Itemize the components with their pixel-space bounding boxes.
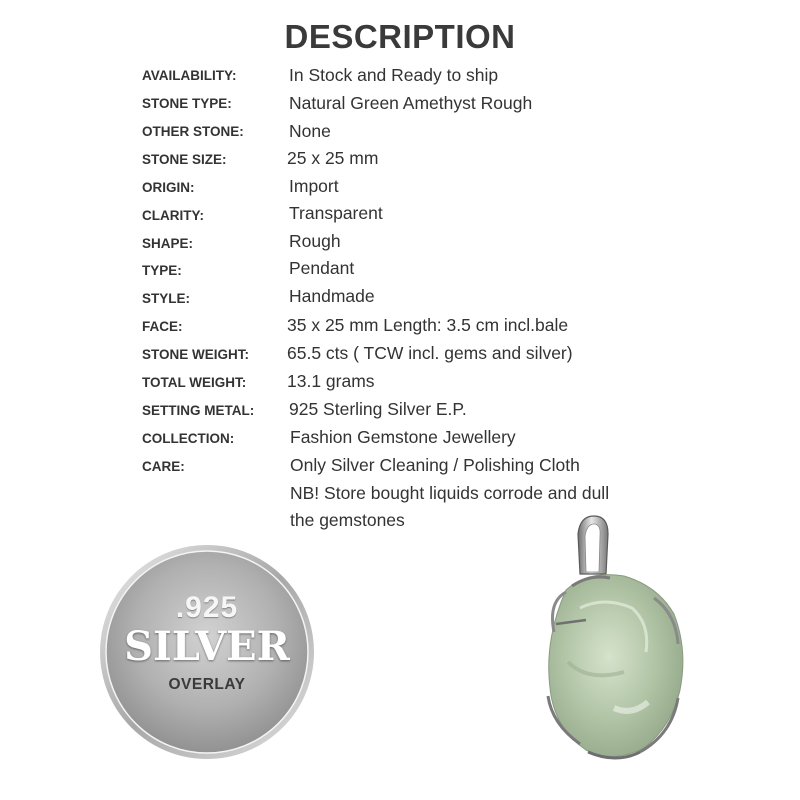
- spec-label-face: FACE:: [142, 319, 183, 334]
- spec-value-face: 35 x 25 mm Length: 3.5 cm incl.bale: [287, 315, 569, 335]
- badge-overlay-text: OVERLAY: [168, 676, 246, 693]
- spec-value-stone-weight: 65.5 cts ( TCW incl. gems and silver): [287, 343, 573, 363]
- spec-value-shape: Rough: [289, 231, 341, 251]
- badge-925-text: .925: [175, 591, 239, 624]
- spec-label-collection: COLLECTION:: [142, 431, 235, 446]
- spec-label-stone-type: STONE TYPE:: [142, 96, 232, 111]
- spec-value-setting-metal: 925 Sterling Silver E.P.: [289, 399, 467, 419]
- care-note-line-1: NB! Store bought liquids corrode and dull: [290, 483, 610, 503]
- spec-label-style: STYLE:: [142, 291, 191, 306]
- spec-label-total-weight: TOTAL WEIGHT:: [142, 375, 247, 390]
- green-amethyst-pendant-image: [528, 512, 718, 792]
- spec-value-availability: In Stock and Ready to ship: [289, 65, 499, 85]
- spec-label-other-stone: OTHER STONE:: [142, 124, 244, 139]
- spec-label-stone-size: STONE SIZE:: [142, 152, 227, 167]
- spec-value-care: Only Silver Cleaning / Polishing Cloth: [290, 455, 580, 475]
- spec-value-clarity: Transparent: [289, 203, 383, 223]
- spec-value-stone-type: Natural Green Amethyst Rough: [289, 93, 533, 113]
- spec-value-style: Handmade: [289, 286, 375, 306]
- spec-value-type: Pendant: [289, 258, 355, 278]
- spec-label-origin: ORIGIN:: [142, 180, 195, 195]
- spec-label-shape: SHAPE:: [142, 236, 194, 251]
- spec-value-origin: Import: [289, 176, 339, 196]
- spec-value-collection: Fashion Gemstone Jewellery: [290, 427, 516, 447]
- spec-label-availability: AVAILABILITY:: [142, 68, 237, 83]
- care-note-line-2: the gemstones: [290, 510, 405, 530]
- spec-label-stone-weight: STONE WEIGHT:: [142, 347, 250, 362]
- badge-silver-text: SILVER: [124, 623, 290, 670]
- spec-label-setting-metal: SETTING METAL:: [142, 403, 255, 418]
- page-title: DESCRIPTION: [284, 18, 516, 55]
- spec-value-stone-size: 25 x 25 mm: [287, 148, 379, 168]
- spec-label-type: TYPE:: [142, 263, 182, 278]
- silver-overlay-badge: [98, 543, 316, 761]
- spec-label-care: CARE:: [142, 459, 185, 474]
- spec-value-other-stone: None: [289, 121, 331, 141]
- spec-value-total-weight: 13.1 grams: [287, 371, 375, 391]
- spec-label-clarity: CLARITY:: [142, 208, 204, 223]
